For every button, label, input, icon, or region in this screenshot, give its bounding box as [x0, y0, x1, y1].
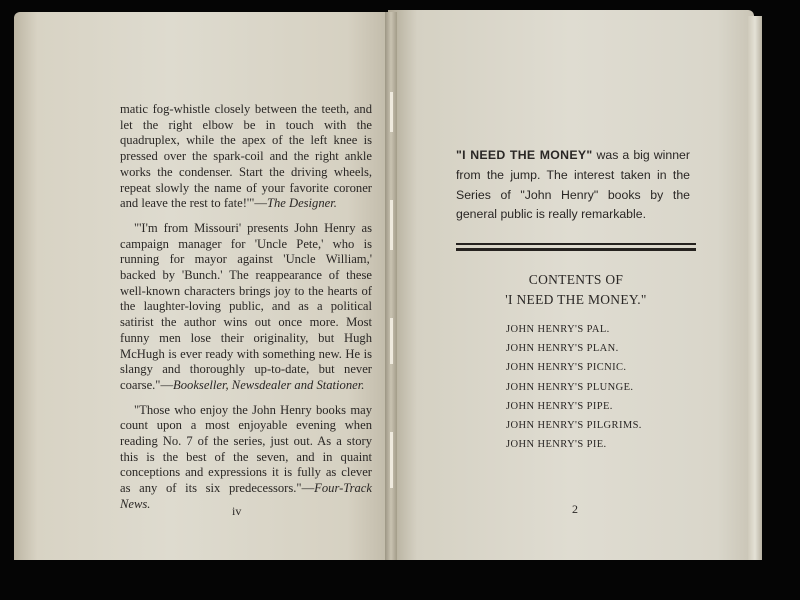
review-text: matic fog-whistle closely between the teeth, and let the right elbow be in touch with the quadruplex, while the apex of the left knee is pressed over the spark-coil and the right ankle works the condenser. Start the driving wheels, repeat slowly the name of your favorite coroner and leave the rest to fate!'"—: [120, 102, 372, 211]
review-text: "Those who enjoy the John Henry books may count upon a most enjoyable evening when reading No. 7 of the series, just out. As a story this is the best of the seven, and in quaint conceptions and expressions it is fully as clever as any of its six predecessors."—: [120, 402, 372, 496]
review-source: Four-Track News.: [120, 481, 372, 511]
review-source: Bookseller, Newsdealer and Stationer.: [173, 377, 365, 392]
contents-item: JOHN HENRY'S PLAN.: [506, 343, 619, 355]
right-page-number: 2: [572, 502, 578, 516]
review-paragraph: [120, 403, 372, 513]
contents-list: [506, 320, 706, 454]
contents-item: JOHN HENRY'S PIE.: [506, 439, 607, 451]
binding-stitch: [390, 432, 393, 488]
intro-title: "I NEED THE MONEY": [456, 148, 593, 162]
binding-stitch: [390, 318, 393, 364]
contents-item: JOHN HENRY'S PIPE.: [506, 400, 613, 412]
contents-heading: [456, 270, 696, 310]
review-source: The Designer.: [266, 196, 337, 211]
contents-item: JOHN HENRY'S PLUNGE.: [506, 381, 634, 393]
binding-stitch: [390, 92, 393, 132]
left-page-number: iv: [232, 504, 242, 518]
contents-heading-line: 'I NEED THE MONEY.": [505, 292, 647, 307]
left-page-text: [120, 102, 372, 522]
intro-blurb: [456, 146, 690, 225]
binding-stitch: [390, 200, 393, 250]
review-text: "'I'm from Missouri' presents John Henry as campaign manager for 'Uncle Pete,' who is running for mayor against 'Uncle William,' backed by 'Bunch.' The reappearance of these well-known characters brings joy to the hearts of the laughter-loving public, and as a political satirist the author wins out once more. Most funny men lose their originality, but Hugh McHugh is ever ready with something new. He is slangy and thoroughly up-to-date, but never coarse."—: [120, 220, 372, 392]
contents-item: JOHN HENRY'S PILGRIMS.: [506, 420, 642, 432]
review-paragraph: [120, 221, 372, 394]
contents-item: JOHN HENRY'S PAL.: [506, 324, 610, 335]
double-rule-bottom: [456, 248, 696, 251]
contents-heading-line: CONTENTS OF: [528, 272, 624, 287]
double-rule-top: [456, 243, 696, 245]
review-paragraph: [120, 102, 372, 212]
page-edges: [748, 16, 762, 560]
intro-text: was a big winner from the jump. The interest taken in the Series of "John Henry" books by the general public is really remarkable.: [456, 148, 690, 222]
contents-item: JOHN HENRY'S PICNIC.: [506, 362, 627, 374]
